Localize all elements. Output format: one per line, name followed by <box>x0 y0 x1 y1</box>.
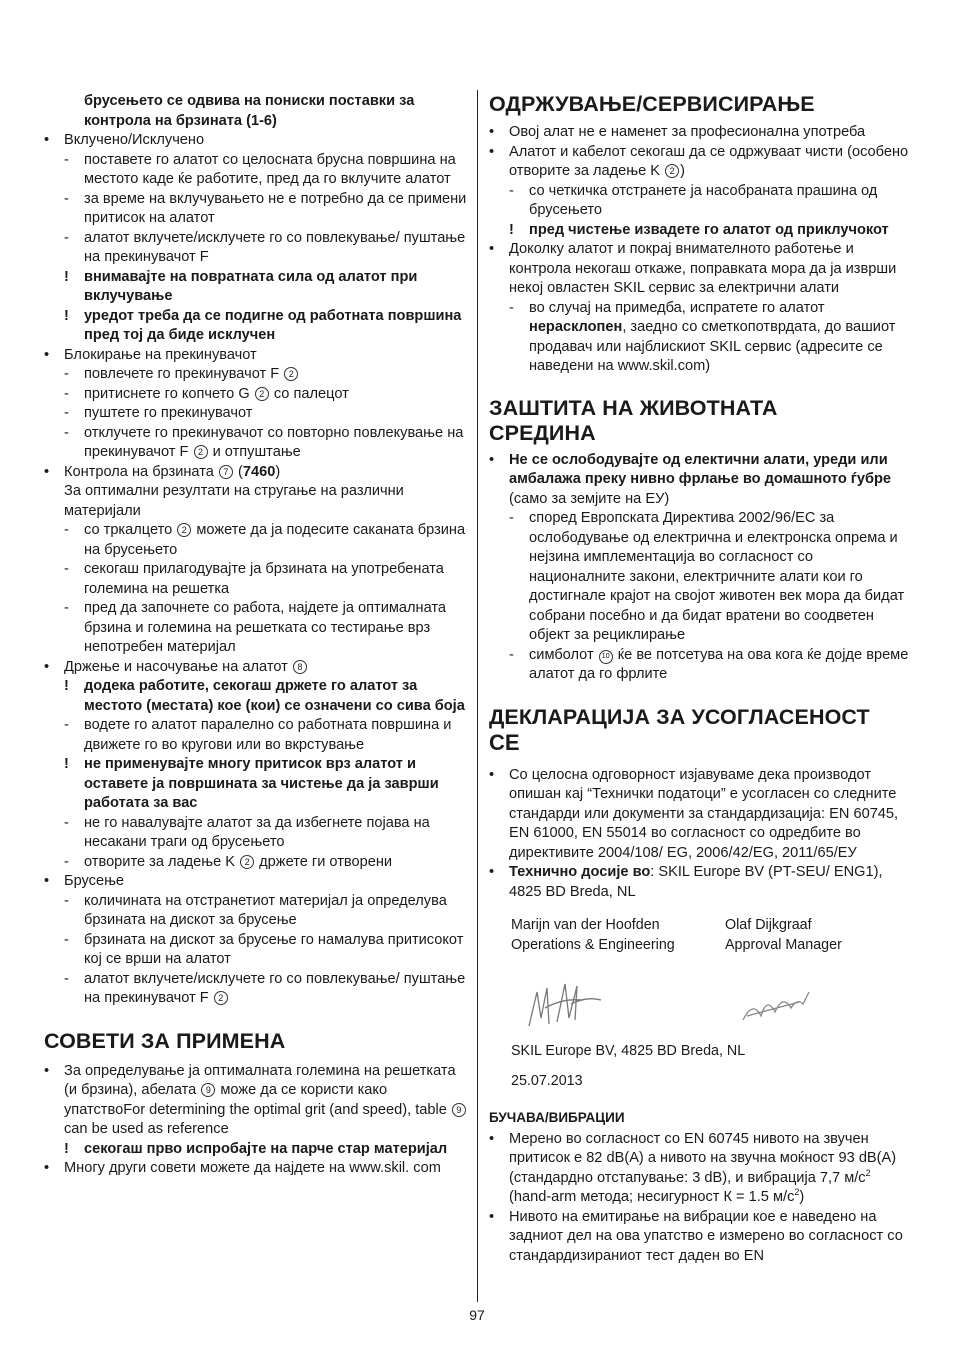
ref-8-icon: 8 <box>293 660 307 674</box>
warning-item: ! секогаш прво испробајте на парче стар материјал <box>64 1140 448 1157</box>
ref-2-icon: 2 <box>240 855 254 869</box>
bullet-maint: • Доколку алатот и покрај внимателното работење и контрола некогаш откаже, поправката мора да ја изврши некој овластен SKIL сервис за електрични алати <box>489 241 897 296</box>
bullet-tip: • За определување ја оптималната големина на решетката (и брзина), абелата 9 може да се користи како упатствоFor determining the optimal grit (and speed), table 9 can be used as reference <box>44 1062 468 1140</box>
ref-9-icon: 9 <box>452 1103 466 1117</box>
bullet-env: • Не се ослободувајте од електични алати, уреди или амбалажа преку нивно фрлање во домашното ѓубре (само за земјите на ЕУ) <box>489 451 892 507</box>
dash-item: - со четкичка отстранете ја насобраната прашина од брусењето <box>509 182 878 218</box>
noise-heading: БУЧАВА/ВИБРАЦИИ <box>489 1110 625 1125</box>
bullet-noise: • Нивото на емитирање на вибрации кое е наведено на задниот дел на ова упатство е измерено во согласност со стандардизираниот тест даден во EN <box>489 1208 903 1264</box>
speed-note: брусењето се одвива на пониски поставки за контрола на брзината (1-6) <box>84 93 415 129</box>
signatures <box>489 976 911 1040</box>
bullet-noise: • Мерено во согласност со EN 60745 нивото на звучен притисок е 82 dB(A) а нивото на звучна моќност 93 dB(A) (стандардно отстапување: 3 dB), и вибрација 7,7 $м/с^2$ (hand-arm метода; несигурност К = 1.5 $м/с^2$) <box>489 1130 897 1205</box>
ref-2-icon: 2 <box>255 387 269 401</box>
dash-item: - во случај на примедба, испратете го алатот нерасклопен, заедно со сметкопотврдата, до вашиот продавач или најблискиот SKIL сервис (адресите се наведени на www.skil.com) <box>509 299 896 374</box>
left-column <box>44 92 468 1179</box>
declaration-heading: ДЕКЛАРАЦИЈА ЗА УСОГЛАСЕНОСТ <box>489 704 870 729</box>
warning-item: ! уредот треба да се подигне од работната површина пред тој да биде исклучен <box>64 307 462 343</box>
environment-heading: ЗАШТИТА НА ЖИВОТНАТА СРЕДИНА <box>489 395 778 445</box>
dash-item: - количината на отстранетиот материјал ја определува брзината на дискот за брусење <box>64 892 447 928</box>
ref-2-icon: 2 <box>284 367 298 381</box>
bullet-lock: • Блокирање на прекинувачот <box>44 346 257 363</box>
ref-9-icon: 9 <box>201 1083 215 1097</box>
ref-10-icon: 10 <box>599 650 613 664</box>
tips-heading: СОВЕТИ ЗА ПРИМЕНА <box>44 1028 286 1053</box>
signers <box>489 916 911 976</box>
dash-item: - симболот 10 ќе ве потсетува на ова кога ќе дојде време алатот да го фрлите <box>509 646 909 682</box>
dash-item: - алатот вклучете/исклучете го со повлекување/ пуштање на прекинувачот F 2 <box>64 970 466 1006</box>
bullet-decl: • Со целосна одговорност изјавуваме дека производот опишан кај “Технички податоци” е усогласен со следните стандарди или документи за стандардизација: EN 60745, EN 61000, EN 55014 во согласност со одредбите во директивите 2004/108/ ЕG, 2006/42/ЕG, 2011/65/EУ <box>489 766 899 861</box>
warning-item: ! не применувајте многу притисок врз алатот и оставете ја површината за чистење да ја заврши работата за вас <box>64 756 439 811</box>
bullet-onoff: • Вклучено/Исклучено <box>44 132 205 148</box>
ref-2-icon: 2 <box>665 164 679 178</box>
dash-item: - не го навалувајте алатот за да избегнете појава на несакани траги од брусењето <box>64 814 430 850</box>
bullet-decl: • Технично досије во: SKIL Europe BV (PT-SEU/ ENG1), 4825 BD Breda, NL <box>489 864 883 900</box>
dash-item: - отклучете го прекинувачот со повторно повлекување на прекинувачот F 2 и отпуштање <box>64 424 464 460</box>
warning-item: ! додека работите, секогаш држете го алатот за местото (местата) кое (кои) се означени со сива боја <box>64 678 465 714</box>
bullet-hold: • Држење и насочување на алатот 8 <box>44 658 468 678</box>
bullet-maint: • Овој алат не е наменет за професионална употреба <box>489 124 866 140</box>
warning-item: ! пред чистење извадете го алатот од приклучокот <box>509 221 889 238</box>
signer-2: Olaf Dijkgraaf Approval Manager <box>725 917 842 953</box>
bullet-maint: • Алатот и кабелот секогаш да се одржуваат чисти (особено отворите за ладење K 2 ) <box>489 143 909 179</box>
ref-2-icon: 2 <box>194 445 208 459</box>
dash-item: - пред да започнете со работа, најдете ја оптималната брзина и големина на решетката со тестирање врз непотребен материјал <box>64 600 447 655</box>
bullet-tip: • Многу други совети можете да најдете на www.skil. com <box>44 1160 441 1176</box>
dash-item: - поставете го алатот со целосната брусна површина на местото каде ќе работите, пред да го вклучите алатот <box>64 151 456 187</box>
declaration-date: 25.07.2013 <box>511 1072 583 1089</box>
signer-1: Marijn van der Hoofden Operations & Engineering <box>511 917 675 953</box>
dash-item: - за време на вклучувањето не е потребно да се примени притисок на алатот <box>64 190 467 226</box>
signature-1-icon <box>523 978 603 1034</box>
dash-item: - отворите за ладење K 2 држете ги отворени <box>64 853 393 870</box>
signature-2-icon <box>739 986 813 1026</box>
ce-mark-icon: CE <box>489 729 520 755</box>
right-column <box>489 92 911 1266</box>
dash-item: - според Европската Директива 2002/96/ЕС за ослободување од електрична и електронска опрема и нејзина имплементација во согласност со националните закони, електричните алати кои го достигнале крајот на својот животен век мора да бидат собрани посебно и да бидат вратени во соодветен објект за рециклирање <box>509 510 905 643</box>
warning-item: ! внимавајте на повратната сила од алатот при вклучување <box>64 268 418 304</box>
ref-7-icon: 7 <box>219 465 233 479</box>
bullet-sanding: • Брусење <box>44 873 125 889</box>
column-divider <box>477 90 478 1302</box>
bullet-speed: • Контрола на брзината 7 (7460) За оптимални резултати на стругање на различни материјали <box>44 463 404 519</box>
dash-item: - притиснете го копчето G 2 со палецот <box>64 385 349 402</box>
dash-item: - пуштете го прекинувачот <box>64 405 253 421</box>
dash-item: - со тркалцето 2 можете да ја подесите саканата брзина на брусењето <box>64 522 466 558</box>
maintenance-heading: ОДРЖУВАЊЕ/СЕРВИСИРАЊЕ <box>489 92 815 116</box>
ref-2-icon: 2 <box>214 991 228 1005</box>
dash-item: - секогаш прилагодувајте ја брзината на употребената големина на решетка <box>64 561 444 597</box>
page-number: 97 <box>469 1307 485 1323</box>
dash-item: - алатот вклучете/исклучете го со повлекување/ пуштање на прекинувачот F <box>64 229 466 265</box>
dash-item: - водете го алатот паралелно со работната површина и движете го во кругови или во вкрстување <box>64 717 452 753</box>
dash-item: - повлечете го прекинувачот F 2 <box>44 365 468 385</box>
company-address: SKIL Europe BV, 4825 BD Breda, NL <box>511 1043 746 1059</box>
ref-2-icon: 2 <box>177 523 191 537</box>
dash-item: - брзината на дискот за брусење го намалува притисокот кој се врши на алатот <box>64 931 464 967</box>
